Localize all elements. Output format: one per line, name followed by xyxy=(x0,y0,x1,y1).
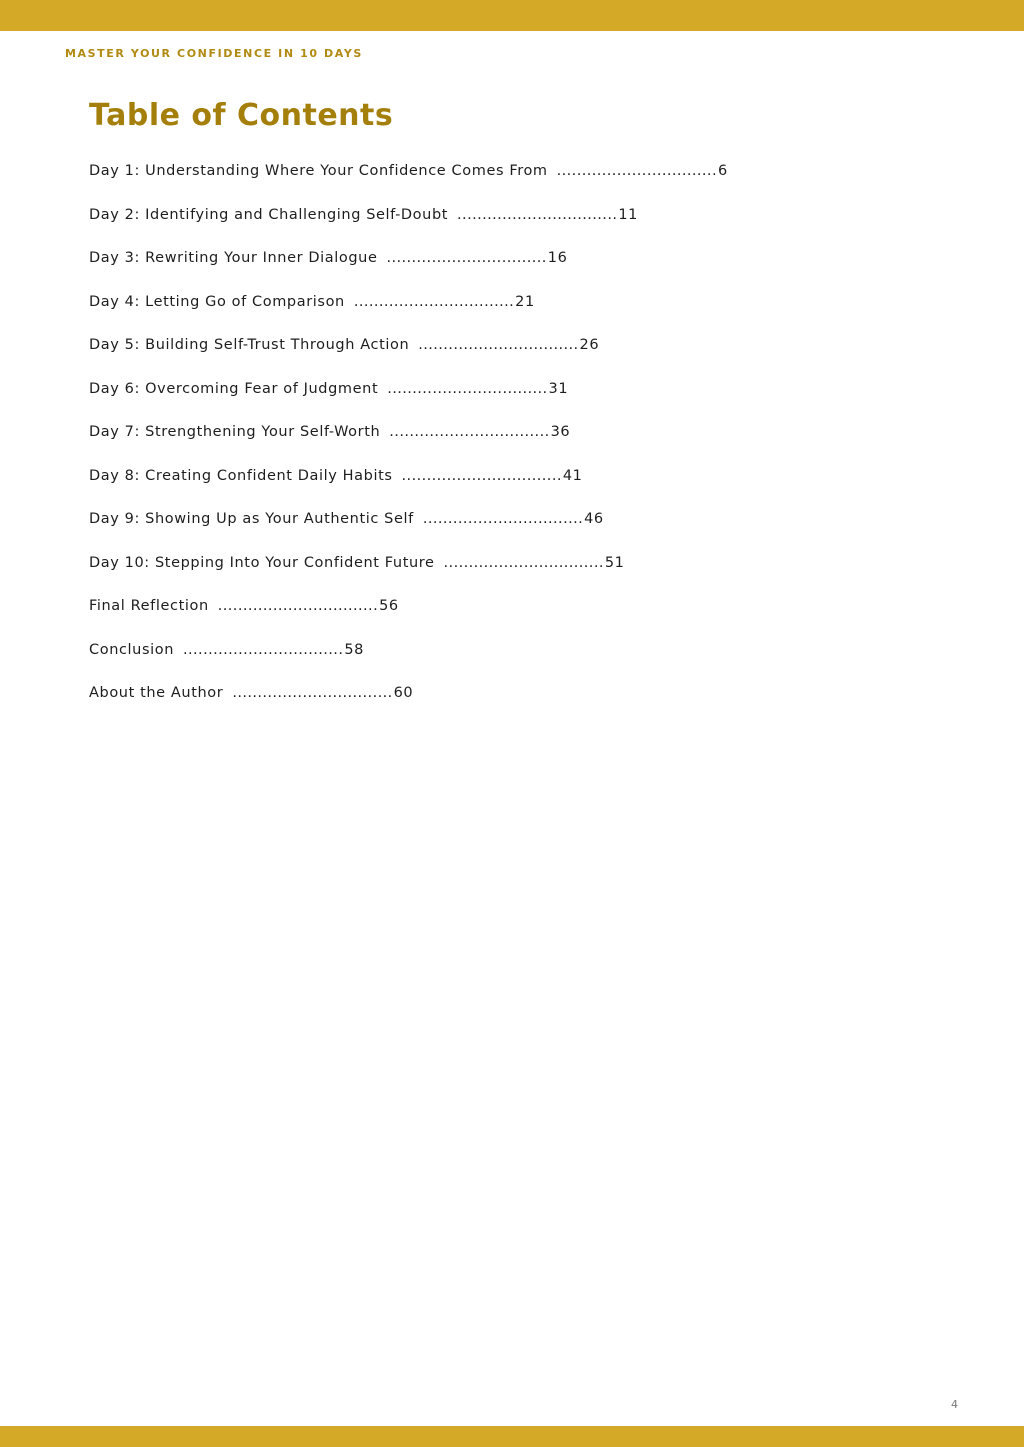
toc-entry-label: Day 3: Rewriting Your Inner Dialogue xyxy=(89,250,378,266)
toc-entry-day-6[interactable] xyxy=(89,378,728,422)
toc-entry-day-10[interactable] xyxy=(89,552,728,596)
bottom-accent-bar xyxy=(0,1426,1024,1447)
top-accent-bar xyxy=(0,0,1024,31)
toc-entry-page: 60 xyxy=(393,685,414,701)
toc-entry-label: Conclusion xyxy=(89,641,175,658)
toc-entry-label: Day 9: Showing Up as Your Authentic Self xyxy=(89,511,414,527)
toc-entry-about-the-author[interactable] xyxy=(89,682,728,726)
page-title: Table of Contents xyxy=(89,98,394,133)
toc-entry-day-4[interactable] xyxy=(89,291,728,335)
toc-entry-page: 41 xyxy=(562,467,583,484)
running-header: MASTER YOUR CONFIDENCE IN 10 DAYS xyxy=(65,47,363,60)
toc-entry-page: 51 xyxy=(604,554,625,571)
toc-entry-page: 46 xyxy=(584,511,604,527)
toc-leader-dots: ................................ xyxy=(353,293,515,310)
toc-entry-day-1[interactable] xyxy=(89,160,728,204)
page-number: 4 xyxy=(951,1398,958,1411)
toc-leader-dots: ................................ xyxy=(217,598,379,614)
toc-leader-dots: ................................ xyxy=(387,380,548,397)
toc-leader-dots: ................................ xyxy=(418,337,579,353)
toc-leader-dots: ................................ xyxy=(386,250,547,266)
toc-leader-dots: ................................ xyxy=(401,467,562,484)
toc-leader-dots: ................................ xyxy=(422,511,584,527)
toc-entry-page: 26 xyxy=(579,337,600,353)
toc-entry-label: Day 7: Strengthening Your Self-Worth xyxy=(89,424,381,440)
toc-list xyxy=(89,160,728,726)
toc-entry-final-reflection[interactable] xyxy=(89,595,728,639)
toc-entry-day-7[interactable] xyxy=(89,421,728,465)
toc-leader-dots: ................................ xyxy=(457,206,618,223)
toc-entry-page: 11 xyxy=(618,206,638,223)
toc-entry-page: 6 xyxy=(717,163,728,179)
toc-entry-day-5[interactable] xyxy=(89,334,728,378)
toc-entry-page: 56 xyxy=(379,598,399,614)
toc-entry-page: 36 xyxy=(550,424,571,440)
toc-leader-dots: ................................ xyxy=(232,685,393,701)
toc-leader-dots: ................................ xyxy=(183,641,344,658)
toc-entry-label: Final Reflection xyxy=(89,598,209,614)
toc-entry-label: Day 2: Identifying and Challenging Self-Doubt xyxy=(89,206,449,223)
toc-entry-day-2[interactable] xyxy=(89,204,728,248)
toc-leader-dots: ................................ xyxy=(389,424,550,440)
toc-entry-label: Day 5: Building Self-Trust Through Action xyxy=(89,337,410,353)
toc-entry-label: Day 10: Stepping Into Your Confident Future xyxy=(89,554,435,571)
toc-entry-conclusion[interactable] xyxy=(89,639,728,683)
toc-leader-dots: ................................ xyxy=(443,554,604,571)
toc-entry-label: Day 6: Overcoming Fear of Judgment xyxy=(89,380,379,397)
toc-entry-label: Day 8: Creating Confident Daily Habits xyxy=(89,467,393,484)
toc-entry-page: 21 xyxy=(515,293,535,310)
toc-entry-label: About the Author xyxy=(89,685,224,701)
toc-leader-dots: ................................ xyxy=(556,163,717,179)
toc-entry-day-9[interactable] xyxy=(89,508,728,552)
toc-entry-page: 16 xyxy=(547,250,568,266)
toc-entry-page: 31 xyxy=(548,380,569,397)
toc-entry-label: Day 1: Understanding Where Your Confidence Comes From xyxy=(89,163,548,179)
toc-entry-label: Day 4: Letting Go of Comparison xyxy=(89,293,345,310)
toc-entry-page: 58 xyxy=(344,641,364,658)
toc-entry-day-8[interactable] xyxy=(89,465,728,509)
toc-entry-day-3[interactable] xyxy=(89,247,728,291)
